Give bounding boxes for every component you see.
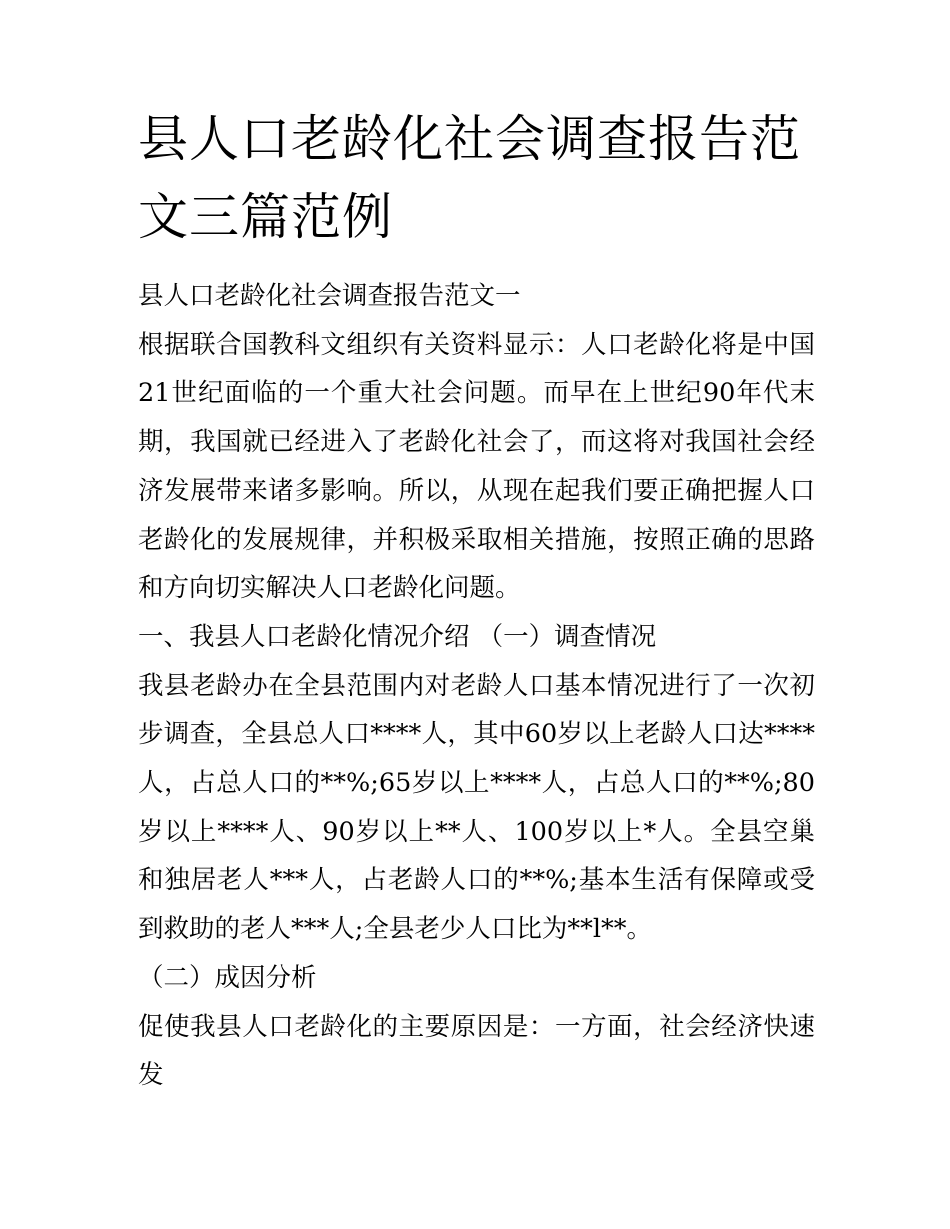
- paragraph-section-heading-2: （二）成因分析: [138, 962, 317, 993]
- paragraph-survey-data: 我县老龄办在全县范围内对老龄人口基本情况进行了一次初步调查，全县总人口****人，其中60岁以上老龄人口达****人，占总人口的**%;65岁以上****人，占总人口的**%;80岁以上****人、90岁以上**人、100岁以上*人。全县空巢和独居老人***人，占老龄人口的**%;基本生活有保障或受到救助的老人***人;全县老少人口比为**l**。: [138, 670, 815, 945]
- document-title: 县人口老龄化社会调查报告范文三篇范例: [138, 110, 801, 246]
- paragraph-intro: 根据联合国教科文组织有关资料显示：人口老龄化将是中国21世纪面临的一个重大社会问题。而早在上世纪90年代末期，我国就已经进入了老龄化社会了，而这将对我国社会经济发展带来诸多影响。所以，从现在起我们要正确把握人口老龄化的发展规律，并积极采取相关措施，按照正确的思路和方向切实解决人口老龄化问题。: [138, 329, 815, 604]
- paragraph-cause-analysis: 促使我县人口老龄化的主要原因是：一方面，社会经济快速发: [138, 1011, 815, 1091]
- paragraph-subtitle: 县人口老龄化社会调查报告范文一: [138, 281, 521, 311]
- paragraph-section-heading-1: 一、我县人口老龄化情况介绍 （一）调查情况: [138, 621, 657, 652]
- document-body: [138, 272, 815, 1100]
